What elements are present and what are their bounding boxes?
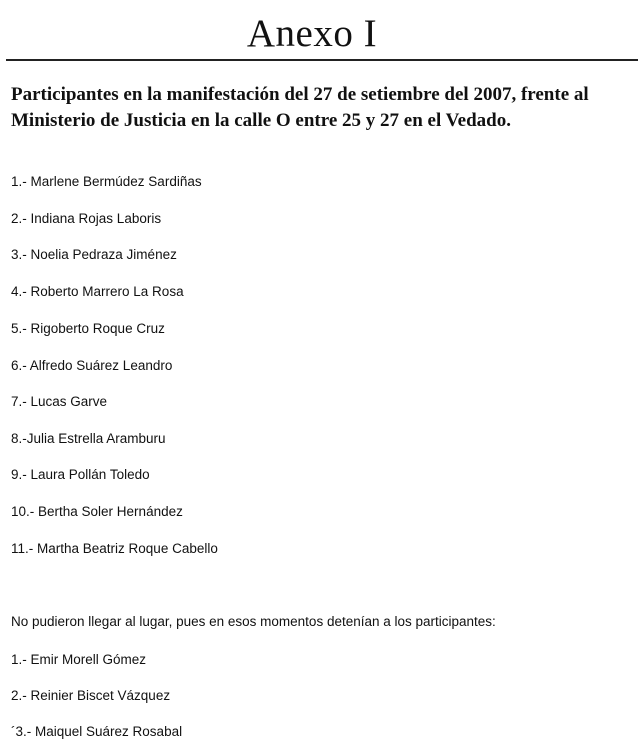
- document-title: Anexo I: [246, 12, 378, 55]
- participant-item: 7.- Lucas Garve: [11, 394, 108, 409]
- participant-item: 9.- Laura Pollán Toledo: [11, 467, 150, 482]
- participant-item: 3.- Noelia Pedraza Jiménez: [11, 247, 177, 262]
- participant-item: 1.- Marlene Bermúdez Sardiñas: [11, 174, 202, 189]
- title-underline: [6, 59, 638, 61]
- detention-note: No pudieron llegar al lugar, pues en esos momentos detenían a los participantes:: [11, 614, 496, 629]
- heading-line-1: Participantes en la manifestación del 27 de setiembre del 2007, frente al: [11, 84, 589, 105]
- participant-item: 8.-Julia Estrella Aramburu: [11, 431, 166, 446]
- participant-item: 11.- Martha Beatriz Roque Cabello: [11, 541, 218, 556]
- not-arrived-item: ´3.- Maiquel Suárez Rosabal: [11, 724, 183, 739]
- participant-item: 4.- Roberto Marrero La Rosa: [11, 284, 184, 299]
- heading-line-2: Ministerio de Justicia en la calle O entre 25 y 27 en el Vedado.: [11, 110, 511, 131]
- section-heading: [11, 82, 636, 134]
- not-arrived-item: 2.- Reinier Biscet Vázquez: [11, 688, 171, 703]
- not-arrived-item: 1.- Emir Morell Gómez: [11, 652, 147, 667]
- participant-item: 5.- Rigoberto Roque Cruz: [11, 321, 165, 336]
- participant-item: 2.- Indiana Rojas Laboris: [11, 211, 162, 226]
- participant-item: 10.- Bertha Soler Hernández: [11, 504, 183, 519]
- participant-item: 6.- Alfredo Suárez Leandro: [11, 358, 173, 373]
